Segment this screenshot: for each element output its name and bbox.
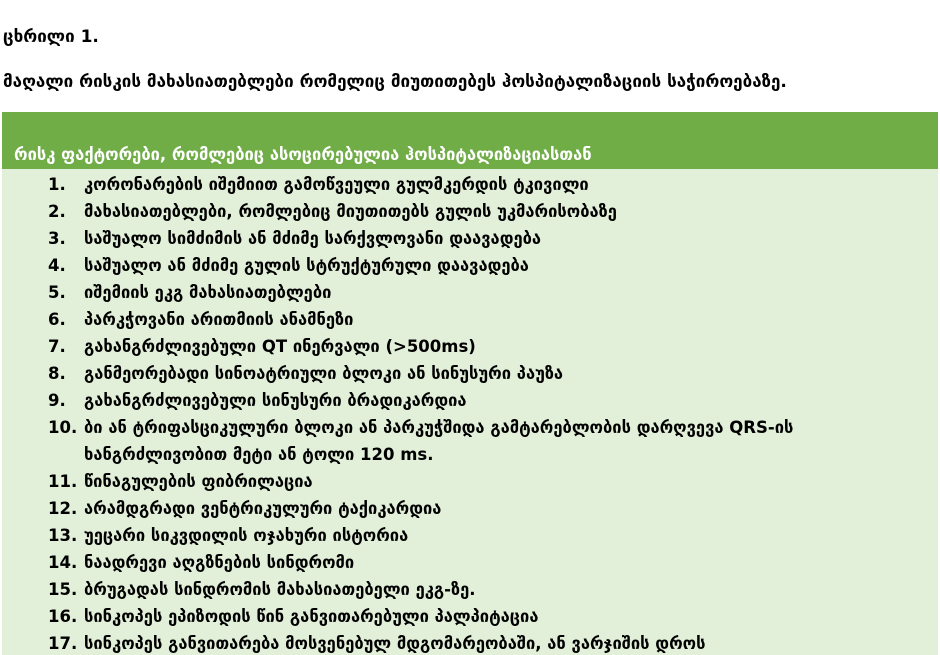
table-caption: ცხრილი 1. xyxy=(3,27,99,47)
item-number: 8. xyxy=(48,364,66,383)
item-number: 3. xyxy=(48,229,66,248)
item-text: განმეორებადი სინოატრიული ბლოკი ან სინუსური პაუზა xyxy=(84,364,564,383)
risk-factor-item xyxy=(2,360,938,387)
item-text: პარკჭოვანი არითმიის ანამნეზი xyxy=(84,310,354,329)
item-number: 17. xyxy=(48,634,78,653)
item-text: ბრუგადას სინდრომის მახასიათებელი ეკგ-ზე. xyxy=(84,580,476,599)
item-text: არამდგრადი ვენტრიკულური ტაქიკარდია xyxy=(84,499,442,518)
risk-factor-item xyxy=(2,549,938,576)
item-number: 15. xyxy=(48,580,78,599)
table-header xyxy=(2,112,938,169)
item-text: მახასიათებლები, რომლებიც მიუთითებს გულის უკმარისობაზე xyxy=(84,202,617,221)
item-number: 12. xyxy=(48,499,78,518)
risk-factor-item xyxy=(2,630,938,655)
risk-factor-item xyxy=(2,225,938,252)
item-text: კორონარების იშემიით გამოწვეული გულმკერდის ტკივილი xyxy=(84,175,589,194)
risk-factor-item xyxy=(2,252,938,279)
risk-factor-item xyxy=(2,333,938,360)
risk-factor-item xyxy=(2,279,938,306)
item-number: 2. xyxy=(48,202,66,221)
item-text: უეცარი სიკვდილის ოჯახური ისტორია xyxy=(84,526,409,545)
risk-factor-item xyxy=(2,603,938,630)
risk-factor-item xyxy=(2,171,938,198)
item-number: 11. xyxy=(48,472,78,491)
item-text: სინკოპეს ეპიზოდის წინ განვითარებული პალპიტაცია xyxy=(84,607,539,626)
item-number: 13. xyxy=(48,526,78,545)
item-text: იშემიის ეკგ მახასიათებლები xyxy=(84,283,332,302)
item-number: 1. xyxy=(48,175,66,194)
risk-factor-item xyxy=(2,387,938,414)
item-number: 6. xyxy=(48,310,66,329)
table-header-label: რისკ ფაქტორები, რომლებიც ასოცირებულია ჰოსპიტალიზაციასთან xyxy=(14,145,592,164)
risk-factor-item xyxy=(2,522,938,549)
item-text: წინაგულების ფიბრილაცია xyxy=(84,472,313,491)
item-text: სინკოპეს განვითარება მოსვენებულ მდგომარეობაში, ან ვარჯიშის დროს xyxy=(84,634,706,653)
item-text: საშუალო სიმძიმის ან მძიმე სარქვლოვანი დაავადება xyxy=(84,229,542,248)
risk-factor-item xyxy=(2,495,938,522)
risk-factor-item xyxy=(2,468,938,495)
risk-factor-list xyxy=(2,169,938,655)
risk-factor-item xyxy=(2,576,938,603)
item-number: 5. xyxy=(48,283,66,302)
item-number: 14. xyxy=(48,553,78,572)
item-number: 10. xyxy=(48,418,78,437)
item-text: საშუალო ან მძიმე გულის სტრუქტურული დაავადება xyxy=(84,256,529,275)
item-text: გახანგრძლივებული QT ინერვალი (>500ms) xyxy=(84,337,476,356)
item-number: 7. xyxy=(48,337,66,356)
item-text: ბი ან ტრიფასციკულური ბლოკი ან პარკუჭშიდა გამტარებლობის დარღვევა QRS-ის ხანგრძლივობით მეტი ან ტოლი 120 ms. xyxy=(84,418,794,464)
risk-factors-table xyxy=(2,112,938,655)
item-text: გახანგრძლივებული სინუსური ბრადიკარდია xyxy=(84,391,467,410)
item-number: 16. xyxy=(48,607,78,626)
risk-factor-item xyxy=(2,198,938,225)
risk-factor-item xyxy=(2,414,938,468)
item-number: 9. xyxy=(48,391,66,410)
item-text: ნაადრევი აღგზნების სინდრომი xyxy=(84,553,355,572)
item-number: 4. xyxy=(48,256,66,275)
table-subcaption: მაღალი რისკის მახასიათებლები რომელიც მიუთითებეს ჰოსპიტალიზაციის საჭიროებაზე. xyxy=(3,72,787,92)
risk-factor-item xyxy=(2,306,938,333)
